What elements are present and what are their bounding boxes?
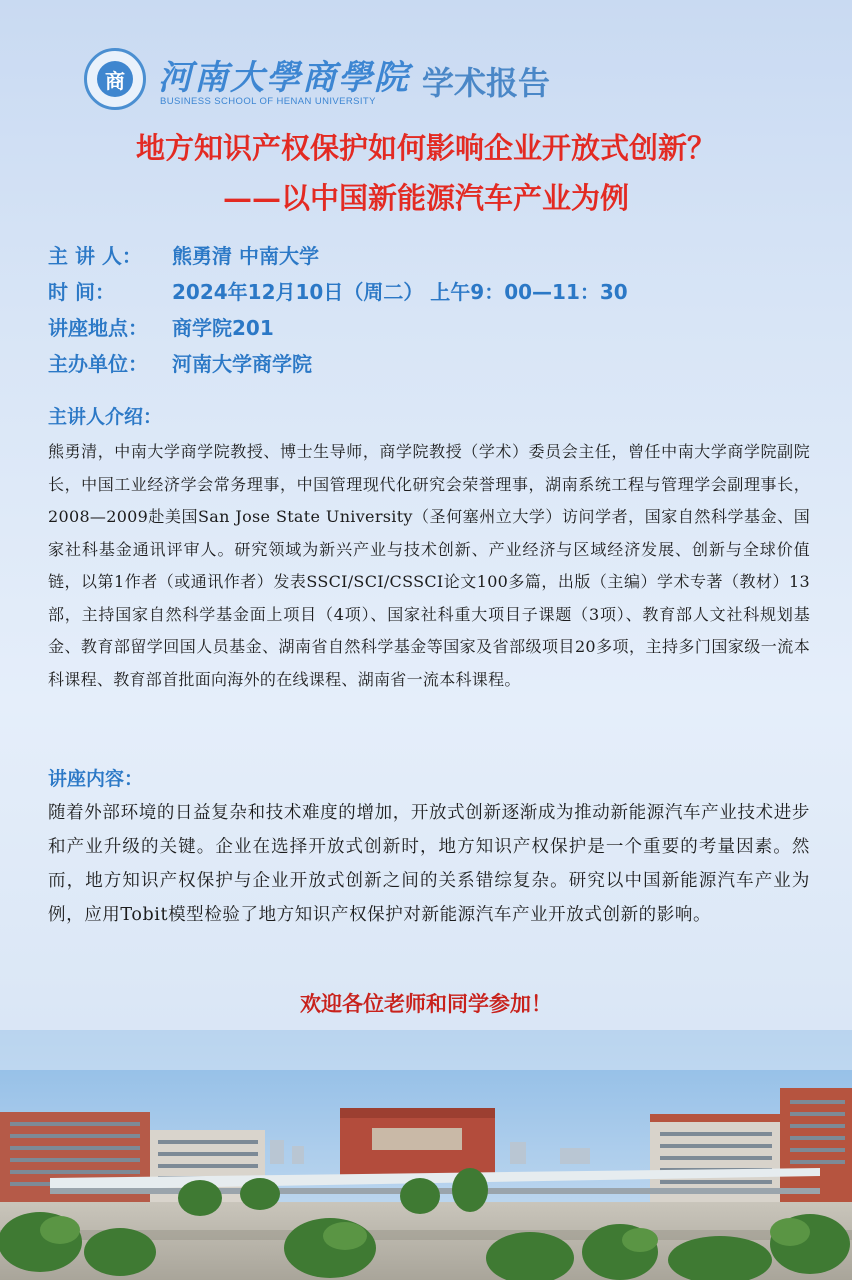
lecture-content-text: 随着外部环境的日益复杂和技术难度的增加，开放式创新逐渐成为推动新能源汽车产业技术进步和产业升级的关键。企业在选择开放式创新时，地方知识产权保护是一个重要的考量因素。然而，地方知识产权保护与企业开放式创新之间的关系错综复杂。研究以中国新能源汽车产业为例，应用Tobit模型检验了地方知识产权保护对新能源汽车产业开放式创新的影响。 (48, 803, 810, 925)
campus-photo (0, 1030, 852, 1280)
school-seal-char: 商 (97, 61, 133, 97)
lecture-title-line1: 地方知识产权保护如何影响企业开放式创新？ (135, 131, 716, 165)
speaker-intro-heading: 主讲人介绍： (48, 406, 163, 428)
lecture-title-line2: ——以中国新能源汽车产业为例 (222, 181, 629, 215)
welcome-message: 欢迎各位老师和同学参加！ (300, 992, 552, 1016)
academic-report-tag: 学术报告 (422, 64, 551, 102)
info-label: 时 间： (48, 280, 115, 304)
info-label: 讲座地点： (48, 316, 148, 340)
lecture-content-heading: 讲座内容： (48, 768, 144, 790)
school-seal-logo (84, 48, 146, 110)
school-logo-english: BUSINESS SCHOOL OF HENAN UNIVERSITY (160, 96, 376, 107)
info-value: 商学院201 (172, 316, 274, 340)
info-value: 河南大学商学院 (172, 352, 312, 376)
info-value: 2024年12月10日（周二） 上午9：00—11：30 (172, 280, 628, 304)
info-label: 主办单位： (48, 352, 148, 376)
school-logo-name: 河南大學商學院 (158, 58, 410, 98)
campus-building-illustration (0, 1030, 852, 1280)
info-value: 熊勇清 中南大学 (172, 244, 319, 268)
info-label: 主 讲 人： (48, 244, 142, 268)
speaker-intro-text: 熊勇清，中南大学商学院教授、博士生导师，商学院教授（学术）委员会主任，曾任中南大学商学院副院长，中国工业经济学会常务理事，中国管理现代化研究会荣誉理事，湖南系统工程与管理学会副理事长，2008—2009赴美国San Jose State University（圣何塞州立大学）访问学者，国家自然科学基金、国家社科基金通讯评审人。研究领域为新兴产业与技术创新、产业经济与区域经济发展、创新与全球价值链，以第1作者（或通讯作者）发表SSCI/SCI/CSSCI论文100多篇，出版（主编）学术专著（教材）13部，主持国家自然科学基金面上项目（4项）、国家社科重大项目子课题（3项）、教育部人文社科规划基金、教育部留学回国人员基金、湖南省自然科学基金等国家及省部级项目20多项，主持多门国家级一流本科课程、教育部首批面向海外的在线课程、湖南省一流本科课程。 (48, 442, 810, 689)
